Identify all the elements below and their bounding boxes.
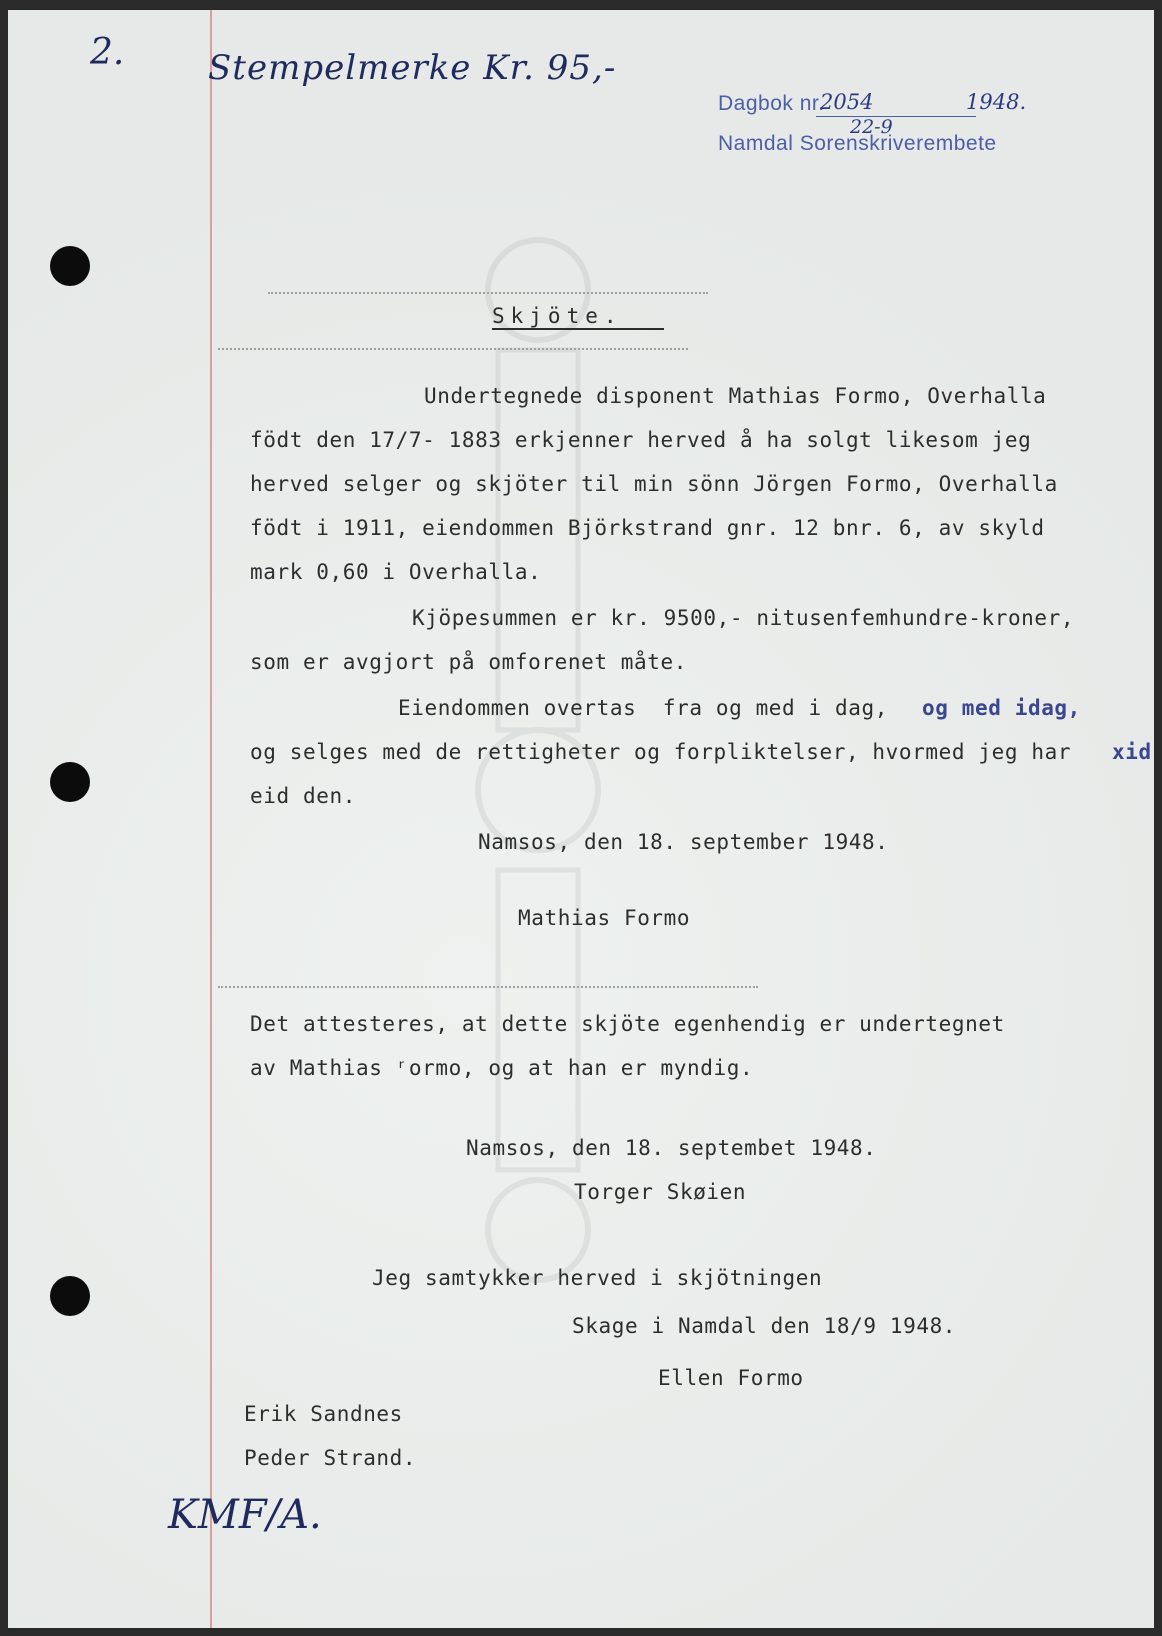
- witness-1: Erik Sandnes: [244, 1402, 403, 1426]
- overtyped-text: xid: [1112, 740, 1152, 764]
- punch-hole-middle: [50, 762, 90, 802]
- office-name: Namdal Sorenskriverembete: [718, 132, 997, 155]
- dagbok-year: 1948.: [966, 90, 1027, 114]
- deed-line-10: eid den.: [250, 784, 356, 808]
- dotted-rule: [218, 986, 758, 988]
- punch-hole-top: [50, 246, 90, 286]
- deed-title: Skjöte.: [492, 304, 623, 328]
- deed-line-6: Kjöpesummen er kr. 9500,- nitusenfemhundre-kroner,: [412, 606, 1075, 630]
- deed-line-4: födt i 1911, eiendommen Björkstrand gnr. 12 bnr. 6, av skyld: [250, 516, 1045, 540]
- dotted-rule: [218, 348, 688, 350]
- dotted-rule: [268, 292, 708, 294]
- document-page: [8, 10, 1154, 1628]
- dagbok-underline: [816, 116, 976, 117]
- deed-line-7: som er avgjort på omforenet måte.: [250, 650, 688, 674]
- dagbok-number: 2054: [820, 90, 874, 114]
- attestation-line-2: av Mathias ʳormo, og at han er myndig.: [250, 1056, 754, 1080]
- overtyped-text: og med idag,: [922, 696, 1081, 720]
- consent-line: Jeg samtykker herved i skjötningen: [372, 1266, 823, 1290]
- witness-2: Peder Strand.: [244, 1446, 417, 1470]
- deed-line-2: födt den 17/7- 1883 erkjenner herved å ha solgt likesom jeg: [250, 428, 1032, 452]
- consent-place-date: Skage i Namdal den 18/9 1948.: [572, 1314, 957, 1338]
- attestation-signature: Torger Skøien: [574, 1180, 747, 1204]
- attestation-place-date: Namsos, den 18. septembet 1948.: [466, 1136, 877, 1160]
- deed-line-8: Eiendommen overtas fra og med i dag,: [398, 696, 888, 720]
- seller-signature: Mathias Formo: [518, 906, 691, 930]
- deed-line-1: Undertegnede disponent Mathias Formo, Overhalla: [424, 384, 1047, 408]
- deed-line-5: mark 0,60 i Overhalla.: [250, 560, 542, 584]
- stamp-date: 22-9: [850, 116, 893, 138]
- attestation-line-1: Det attesteres, at dette skjöte egenhendig er undertegnet: [250, 1012, 1005, 1036]
- red-margin-line: [210, 10, 212, 1628]
- punch-hole-bottom: [50, 1276, 90, 1316]
- handwritten-stamp-fee: Stempelmerke Kr. 95,-: [208, 48, 617, 88]
- consent-signature: Ellen Formo: [658, 1366, 804, 1390]
- title-underline: [492, 328, 664, 330]
- deed-line-9: og selges med de rettigheter og forpliktelser, hvormed jeg har: [250, 740, 1072, 764]
- handwritten-initials: KMF/A.: [168, 1492, 322, 1538]
- dagbok-label: Dagbok nr.: [718, 92, 825, 115]
- deed-place-date: Namsos, den 18. september 1948.: [478, 830, 889, 854]
- page-number: 2.: [90, 32, 125, 73]
- deed-line-3: herved selger og skjöter til min sönn Jörgen Formo, Overhalla: [250, 472, 1058, 496]
